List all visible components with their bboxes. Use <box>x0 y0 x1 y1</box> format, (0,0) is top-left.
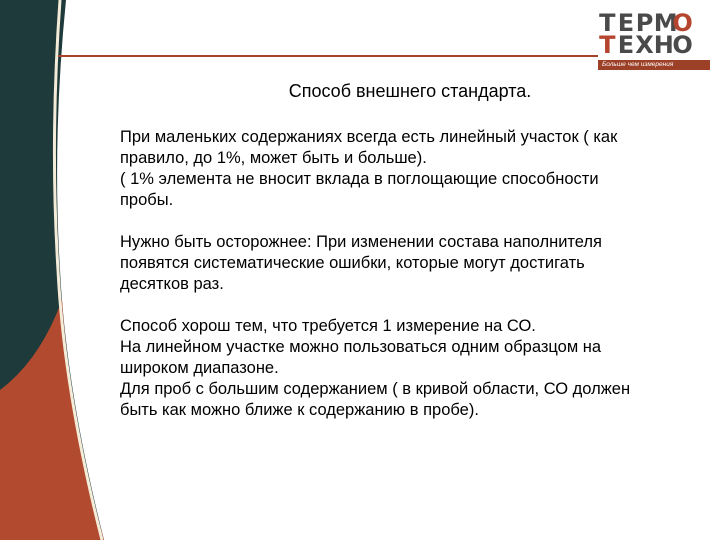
header-rule <box>58 55 598 57</box>
logo-letter: Т <box>599 9 616 37</box>
logo-letter: Е <box>617 31 635 59</box>
paragraph-caution <box>120 232 690 295</box>
logo-letter: Е <box>617 9 635 37</box>
text-line: правило, до 1%, может быть и больше). <box>120 149 427 167</box>
text-line: Способ хорош тем, что требуется 1 измерение на СО. <box>120 317 536 335</box>
logo-letter: Т <box>599 31 616 59</box>
logo-letter: О <box>672 9 693 37</box>
logo-row-bottom <box>598 31 710 59</box>
termotechno-logo <box>598 9 710 68</box>
logo-letter: Р <box>635 9 654 37</box>
text-line: При маленьких содержаниях всегда есть линейный участок ( как <box>120 128 618 146</box>
text-line: На линейном участке можно пользоваться одним образцом на <box>120 338 602 356</box>
text-line: пробы. <box>120 191 174 209</box>
text-line: быть как можно ближе к содержанию в пробе). <box>120 401 479 419</box>
logo-tagline: Больше чем измерения <box>598 60 710 70</box>
text-line: широком диапазоне. <box>120 359 279 377</box>
decorative-side-panel <box>0 0 110 540</box>
text-line: появятся систематические ошибки, которые могут достигать <box>120 254 585 272</box>
text-line: Нужно быть осторожнее: При изменении состава наполнителя <box>120 233 602 251</box>
logo-letter: О <box>672 31 693 59</box>
paragraph-advantages <box>120 316 690 421</box>
text-line: ( 1% элемента не вносит вклада в поглощающие способности <box>120 170 599 188</box>
logo-letter: Н <box>653 31 674 59</box>
logo-letter: Х <box>635 31 654 59</box>
text-line: Для проб с большим содержанием ( в кривой области, СО должен <box>120 380 631 398</box>
logo-letter: М <box>653 9 678 37</box>
slide-body <box>120 127 690 442</box>
paragraph-linear-region <box>120 127 690 211</box>
slide-title: Способ внешнего стандарта. <box>288 81 532 101</box>
text-line: десятков раз. <box>120 275 224 293</box>
